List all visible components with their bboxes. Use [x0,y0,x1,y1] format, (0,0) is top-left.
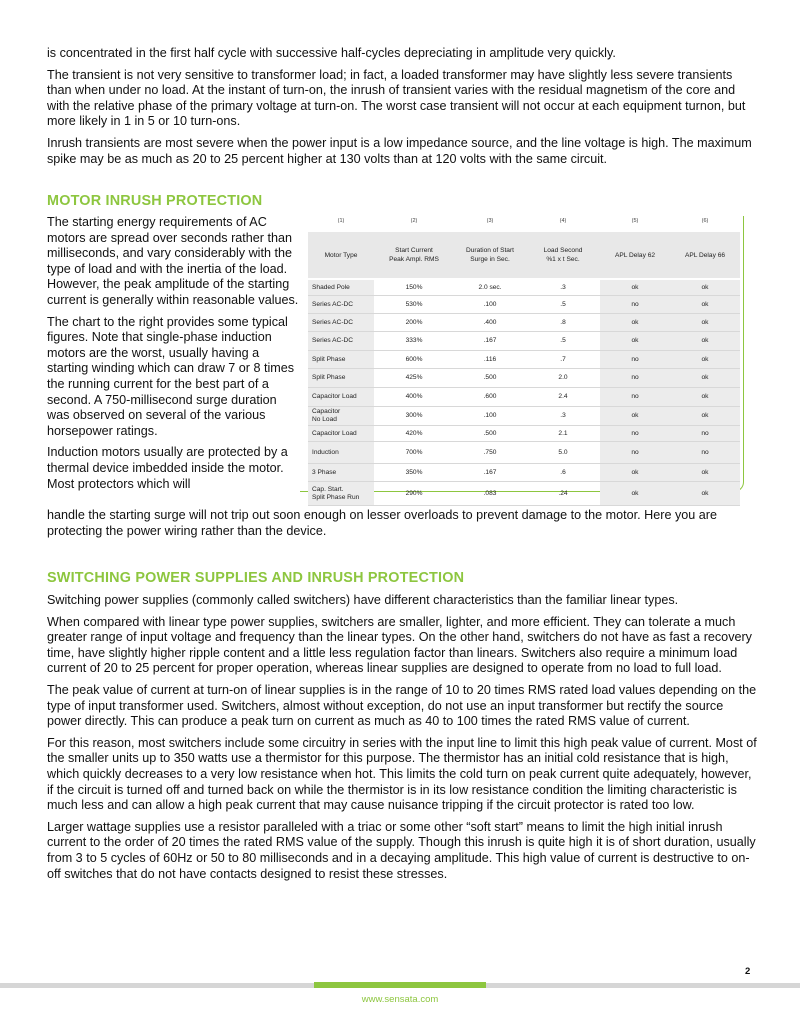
table-cell: no [631,429,639,437]
table-cell: .100 [483,300,497,308]
table-cell: .3 [560,412,566,419]
table-cell: 5.0 [558,448,568,456]
table-cell-motor-type: Split Phase [312,355,346,363]
table-cell: 530% [405,300,423,308]
table-cell-motor-type: Shaded Pole [312,283,350,291]
table-cell: 350% [405,468,423,476]
table-cell: 290% [405,489,423,497]
table-cell: ok [631,412,639,419]
table-cell: ok [701,393,709,400]
table-header-cell: Start Current Peak Ampl. RMS [389,247,439,263]
table-cell: ok [701,283,709,291]
table-cell: .5 [560,300,566,308]
table-cell-motor-type: Series AC-DC [312,318,354,326]
table-cell: 400% [405,393,423,400]
table-row [308,369,740,388]
table-cell: no [701,429,709,437]
table-cell: 150% [405,283,423,291]
table-header-cell: Motor Type [324,251,358,259]
table-cell: 425% [405,374,423,381]
footer-accent-bar [314,982,486,988]
table-cell-motor-type: Capacitor Load [312,429,357,437]
motor-section-heading: MOTOR INRUSH PROTECTION [47,193,263,209]
table-row [308,280,740,296]
table-cell: ok [701,468,709,476]
table-column-number: (1) [337,218,345,224]
table-cell: .7 [560,355,566,363]
table-cell: .8 [560,318,566,326]
table-column-number: (4) [559,218,567,224]
table-cell: .5 [560,337,566,344]
table-cell: .500 [483,374,497,381]
table-cell: .100 [483,412,497,419]
table-cell: ok [701,355,709,363]
table-cell: ok [631,318,639,326]
motor-paragraph-2: The chart to the right provides some typical figures. Note that single-phase induction motors are the worst, usually having a starting winding which can draw 7 or 8 times the running current for the best part of a second. A 750-millisecond surge duration was observed on several of the various horsepower ratings. [47,314,295,438]
table-cell-motor-type: Capacitor Load [312,393,357,400]
table-column-number: (5) [631,218,639,224]
intro-text [47,46,759,173]
website-link[interactable]: www.sensata.com [361,994,439,1005]
table-header-cell: APL Delay 66 [684,251,726,259]
table-cell: .116 [483,355,497,363]
table-column-number: (2) [410,218,418,224]
intro-paragraph-2: The transient is not very sensitive to transformer load; in fact, a loaded transformer may have slightly less severe transients than when under no load. At the instant of turn-on, the inrush of transient varies with the residual magnetism of the core and with the relative phase of the primary voltage at turn-on. The worst case transient will not occur at each equipment turnon, but more likely in 1 in 5 or 10 turn-ons. [47,67,746,129]
table-cell-motor-type: Series AC-DC [312,337,354,344]
table-cell-motor-type: Capacitor No Load [312,408,341,423]
table-cell: 600% [405,355,423,363]
motor-paragraph-3: Induction motors usually are protected by a thermal device imbedded inside the motor. Most protectors which will [47,445,288,491]
table-cell: ok [631,337,639,344]
table-cell: 333% [405,337,423,344]
table-column-number: (3) [486,218,494,224]
table-cell: ok [701,489,709,497]
table-cell-motor-type: Induction [312,448,339,456]
table-cell: ok [701,412,709,419]
table-cell: ok [701,300,709,308]
table-row [308,442,740,464]
continuation-line-1: handle the starting surge will not trip out soon enough on lesser overloads to prevent damage to the motor. Here you are [47,508,717,522]
table-cell: .167 [483,337,497,344]
table-row [308,482,740,506]
table-cell: 2.4 [558,393,568,400]
switching-section-heading: SWITCHING POWER SUPPLIES AND INRUSH PROTECTION [47,570,465,586]
table-cell: no [701,448,709,456]
table-cell: no [631,355,639,363]
table-cell: no [631,374,639,381]
table-cell: .24 [558,489,568,497]
table-cell: .6 [560,468,566,476]
switching-paragraph-2: When compared with linear type power supplies, switchers are smaller, lighter, and more efficient. They can tolerate a much greater range of input voltage and frequency than the linear types. On the other hand, switchers do not have as fast a recovery time, have slightly higher ripple content and a little less regulation factor than linears. Switchers also require a minimum load current of 20 to 25 percent for proper operation, whereas linear supplies are designed to operate from no load to full load. [47,614,752,676]
table-cell: .750 [483,448,497,456]
table-cell: .083 [483,489,497,497]
motor-inrush-table [300,216,744,501]
table-cell: no [631,393,639,400]
switching-paragraph-4: For this reason, most switchers include some circuitry in series with the input line to limit this high peak value of current. Most of the smaller units up to 350 watts use a thermistor for this purpose. The thermistor has an initial cold resistance that is high, which quickly decreases to a very low resistance when hot. This limits the cold turn on peak current quite adequately, however, if the circuit is turned off and turned back on while the thermistor is in its low resistance condition the limiting characteristic is much less and can allow a high peak current that may cause nuisance tripping if the circuit protector is rated too low. [47,735,757,813]
table-cell: .167 [483,468,497,476]
table-cell: ok [631,468,639,476]
table-row [308,296,740,314]
table-cell: .500 [483,429,497,437]
continuation-line-2: protecting the power wiring rather than the device. [47,523,327,538]
table-cell: no [631,448,639,456]
table-cell: 2.1 [558,429,568,437]
motor-paragraph-1: The starting energy requirements of AC motors are spread over seconds rather than milliseconds, and vary considerably with the type of load and with the inertia of the load. However, the peak amplitude of the starting current is generally within reasonable values. [47,215,299,307]
table-column-number: (6) [701,218,709,224]
table-cell: ok [631,489,639,497]
switching-section-text [47,593,759,888]
table-cell: 420% [405,429,423,437]
table-cell: 700% [405,448,423,456]
table-header [308,232,740,278]
table-header-cell: Duration of Start Surge in Sec. [465,247,514,263]
motor-section-continuation [47,508,759,539]
intro-paragraph-1: is concentrated in the first half cycle with successive half-cycles depreciating in amplitude very quickly. [47,46,616,60]
table-cell: .600 [483,393,497,400]
table-column-numbers [300,216,744,230]
table-cell: .400 [483,318,497,326]
page-number: 2 [745,966,751,977]
switching-paragraph-5: Larger wattage supplies use a resistor paralleled with a triac or some other “soft start” means to limit the high initial inrush current to the order of 20 times the rated RMS value of the supply. Though this inrush is quite high it is of short duration, usually from 3 to 5 cycles of 60Hz or 50 to 80 milliseconds and in a decaying amplitude. This high value of current is destructive to on-off switches that do not have contacts designed to resist these stresses. [47,819,756,881]
table-cell: 2.0 sec. [478,283,502,291]
table-header-cell: Load Second %1 x t Sec. [543,247,583,263]
table-cell-motor-type: Series AC-DC [312,300,354,308]
switching-paragraph-1: Switching power supplies (commonly called switchers) have different characteristics than the familiar linear types. [47,593,679,607]
table-cell: 2.0 [558,374,568,381]
table-header-cell: APL Delay 62 [614,251,656,259]
table-cell: .3 [560,283,566,291]
table-row [308,464,740,482]
table-row [308,407,740,426]
table-row [308,332,740,351]
table-cell-motor-type: 3 Phase [312,468,337,476]
table-cell: ok [631,283,639,291]
switching-paragraph-3: The peak value of current at turn-on of linear supplies is in the range of 10 to 20 times RMS rated load values depending on the type of input transformer used. Switchers, almost without exception, do not use an input transformer but rectify the source power directly. This can produce a peak turn on current as much as 40 to 100 times the rated RMS value of current. [47,682,757,729]
table-cell: 200% [405,318,423,326]
motor-section-text [47,215,299,498]
table-row [308,388,740,407]
table-row [308,314,740,332]
table-cell-motor-type: Split Phase [312,374,346,381]
table-cell: ok [701,318,709,326]
table-cell: ok [701,337,709,344]
intro-paragraph-3: Inrush transients are most severe when the power input is a low impedance source, and the line voltage is high. The maximum spike may be as much as 20 to 25 percent higher at 130 volts than at 120 volts with the same circuit. [47,135,752,166]
table-row [308,351,740,369]
table-cell-motor-type: Cap. Start. Split Phase Run [312,485,360,501]
table-cell: ok [701,374,709,381]
table-row [308,426,740,442]
table-cell: no [631,300,639,308]
table-cell: 300% [405,412,423,419]
